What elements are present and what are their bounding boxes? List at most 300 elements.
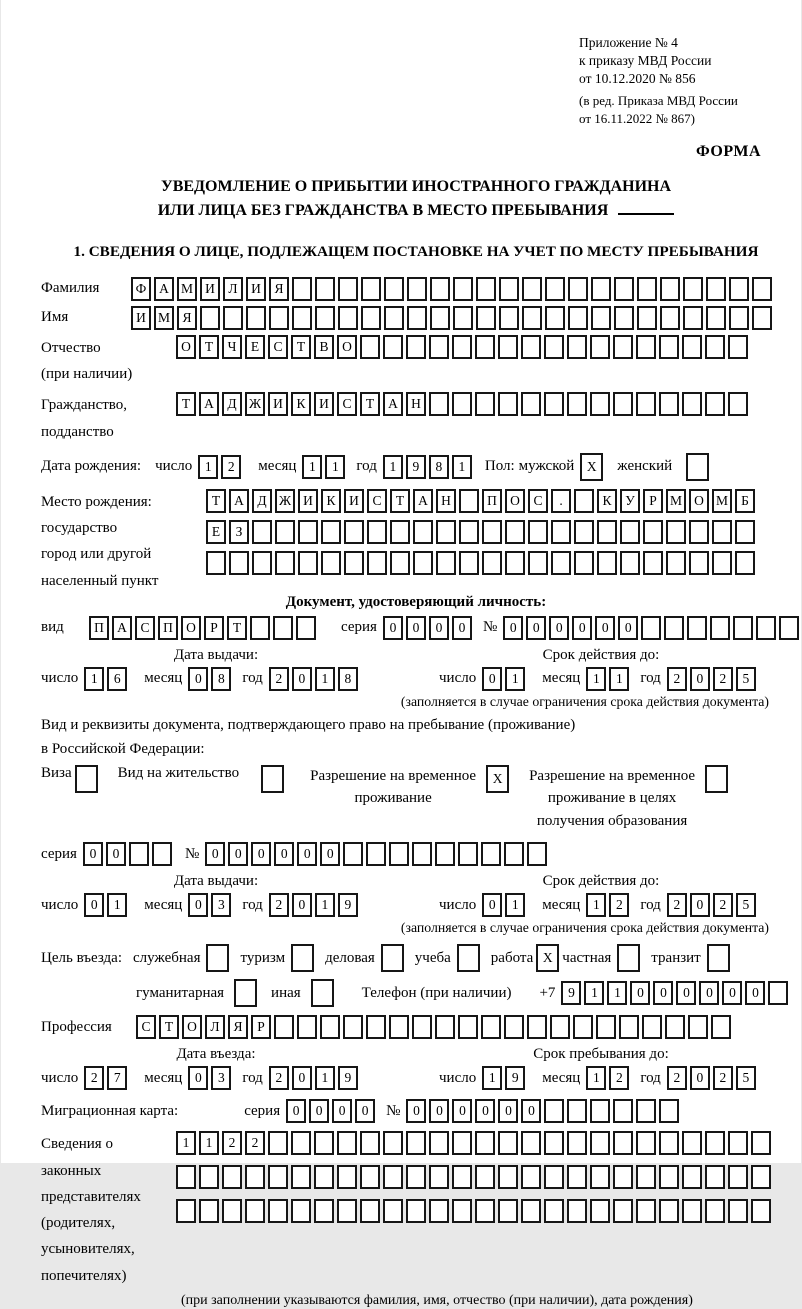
- form-cell[interactable]: [568, 277, 588, 301]
- form-cell[interactable]: У: [620, 489, 640, 513]
- form-cell[interactable]: [596, 1015, 616, 1039]
- form-cell[interactable]: [568, 306, 588, 330]
- form-cell[interactable]: [544, 1131, 564, 1155]
- form-cell[interactable]: 0: [572, 616, 592, 640]
- form-cell[interactable]: 2: [667, 893, 687, 917]
- form-cell[interactable]: [252, 520, 272, 544]
- form-cell[interactable]: Я: [228, 1015, 248, 1039]
- form-cell[interactable]: [613, 1199, 633, 1223]
- form-cell[interactable]: [567, 1099, 587, 1123]
- form-cell[interactable]: 0: [745, 981, 765, 1005]
- form-cell[interactable]: [636, 335, 656, 359]
- form-cell[interactable]: [504, 842, 524, 866]
- form-cell[interactable]: 0: [297, 842, 317, 866]
- form-cell[interactable]: 0: [549, 616, 569, 640]
- form-cell[interactable]: 2: [667, 1066, 687, 1090]
- form-cell[interactable]: [683, 277, 703, 301]
- form-cell[interactable]: 5: [736, 1066, 756, 1090]
- form-cell[interactable]: 2: [222, 1131, 242, 1155]
- form-cell[interactable]: 1: [383, 455, 403, 479]
- form-cell[interactable]: [436, 551, 456, 575]
- form-cell[interactable]: [268, 1199, 288, 1223]
- form-cell[interactable]: [544, 1199, 564, 1223]
- form-cell[interactable]: [390, 551, 410, 575]
- form-cell[interactable]: [452, 1165, 472, 1189]
- form-cell[interactable]: 1: [505, 893, 525, 917]
- form-cell[interactable]: О: [689, 489, 709, 513]
- form-cell[interactable]: [383, 1165, 403, 1189]
- form-cell[interactable]: [291, 1199, 311, 1223]
- form-cell[interactable]: [527, 842, 547, 866]
- form-cell[interactable]: 9: [338, 893, 358, 917]
- form-cell[interactable]: 6: [107, 667, 127, 691]
- form-cell[interactable]: [321, 551, 341, 575]
- purpose-tourism-checkbox[interactable]: [291, 944, 314, 972]
- form-cell[interactable]: [406, 335, 426, 359]
- form-cell[interactable]: 0: [521, 1099, 541, 1123]
- form-cell[interactable]: 0: [251, 842, 271, 866]
- form-cell[interactable]: [574, 551, 594, 575]
- form-cell[interactable]: [314, 1165, 334, 1189]
- form-cell[interactable]: [545, 277, 565, 301]
- form-cell[interactable]: О: [182, 1015, 202, 1039]
- form-cell[interactable]: [613, 1165, 633, 1189]
- form-cell[interactable]: [597, 551, 617, 575]
- form-cell[interactable]: [499, 306, 519, 330]
- form-cell[interactable]: 1: [586, 893, 606, 917]
- form-cell[interactable]: [292, 277, 312, 301]
- form-cell[interactable]: Ф: [131, 277, 151, 301]
- form-cell[interactable]: [222, 1199, 242, 1223]
- form-cell[interactable]: Л: [205, 1015, 225, 1039]
- form-cell[interactable]: [567, 1165, 587, 1189]
- form-cell[interactable]: 0: [188, 667, 208, 691]
- form-cell[interactable]: [291, 1131, 311, 1155]
- form-cell[interactable]: [498, 1199, 518, 1223]
- form-cell[interactable]: Я: [269, 277, 289, 301]
- form-cell[interactable]: [498, 392, 518, 416]
- form-cell[interactable]: Д: [252, 489, 272, 513]
- form-cell[interactable]: А: [229, 489, 249, 513]
- form-cell[interactable]: 0: [618, 616, 638, 640]
- form-cell[interactable]: [498, 1165, 518, 1189]
- form-cell[interactable]: 3: [211, 893, 231, 917]
- form-cell[interactable]: 2: [221, 455, 241, 479]
- form-cell[interactable]: [268, 1131, 288, 1155]
- form-cell[interactable]: [706, 306, 726, 330]
- form-cell[interactable]: [643, 551, 663, 575]
- form-cell[interactable]: 0: [475, 1099, 495, 1123]
- form-cell[interactable]: [499, 277, 519, 301]
- form-cell[interactable]: [459, 489, 479, 513]
- form-cell[interactable]: [751, 1199, 771, 1223]
- form-cell[interactable]: П: [158, 616, 178, 640]
- form-cell[interactable]: [567, 335, 587, 359]
- form-cell[interactable]: [597, 520, 617, 544]
- form-cell[interactable]: 1: [586, 667, 606, 691]
- form-cell[interactable]: Р: [251, 1015, 271, 1039]
- form-cell[interactable]: [574, 489, 594, 513]
- form-cell[interactable]: [453, 306, 473, 330]
- form-cell[interactable]: [481, 842, 501, 866]
- form-cell[interactable]: [481, 1015, 501, 1039]
- form-cell[interactable]: [291, 1165, 311, 1189]
- form-cell[interactable]: [452, 335, 472, 359]
- form-cell[interactable]: З: [229, 520, 249, 544]
- form-cell[interactable]: [636, 392, 656, 416]
- form-cell[interactable]: [590, 1199, 610, 1223]
- form-cell[interactable]: Т: [159, 1015, 179, 1039]
- form-cell[interactable]: [343, 842, 363, 866]
- form-cell[interactable]: Т: [199, 335, 219, 359]
- form-cell[interactable]: [733, 616, 753, 640]
- form-cell[interactable]: [613, 1131, 633, 1155]
- form-cell[interactable]: [590, 392, 610, 416]
- form-cell[interactable]: [297, 1015, 317, 1039]
- form-cell[interactable]: Ч: [222, 335, 242, 359]
- form-cell[interactable]: [505, 520, 525, 544]
- form-cell[interactable]: Д: [222, 392, 242, 416]
- form-cell[interactable]: 0: [653, 981, 673, 1005]
- form-cell[interactable]: 1: [198, 455, 218, 479]
- form-cell[interactable]: 8: [338, 667, 358, 691]
- form-cell[interactable]: [688, 1015, 708, 1039]
- form-cell[interactable]: 2: [713, 1066, 733, 1090]
- form-cell[interactable]: И: [246, 277, 266, 301]
- form-cell[interactable]: М: [666, 489, 686, 513]
- form-cell[interactable]: 0: [274, 842, 294, 866]
- form-cell[interactable]: И: [344, 489, 364, 513]
- form-cell[interactable]: 0: [292, 1066, 312, 1090]
- form-cell[interactable]: [590, 1131, 610, 1155]
- form-cell[interactable]: [711, 1015, 731, 1039]
- form-cell[interactable]: [200, 306, 220, 330]
- form-cell[interactable]: [544, 1165, 564, 1189]
- form-cell[interactable]: [567, 392, 587, 416]
- form-cell[interactable]: [545, 306, 565, 330]
- form-cell[interactable]: [710, 616, 730, 640]
- form-cell[interactable]: Е: [206, 520, 226, 544]
- form-cell[interactable]: [620, 520, 640, 544]
- form-cell[interactable]: [406, 1199, 426, 1223]
- form-cell[interactable]: [337, 1131, 357, 1155]
- form-cell[interactable]: [366, 1015, 386, 1039]
- form-cell[interactable]: [152, 842, 172, 866]
- form-cell[interactable]: 0: [205, 842, 225, 866]
- form-cell[interactable]: 0: [690, 1066, 710, 1090]
- form-cell[interactable]: И: [298, 489, 318, 513]
- form-cell[interactable]: [475, 392, 495, 416]
- form-cell[interactable]: 0: [106, 842, 126, 866]
- form-cell[interactable]: [729, 277, 749, 301]
- form-cell[interactable]: [476, 277, 496, 301]
- form-cell[interactable]: А: [112, 616, 132, 640]
- form-cell[interactable]: [705, 335, 725, 359]
- form-cell[interactable]: [250, 616, 270, 640]
- form-cell[interactable]: [706, 277, 726, 301]
- form-cell[interactable]: [682, 1131, 702, 1155]
- form-cell[interactable]: 5: [736, 667, 756, 691]
- form-cell[interactable]: [475, 335, 495, 359]
- purpose-official-checkbox[interactable]: [206, 944, 229, 972]
- form-cell[interactable]: [522, 306, 542, 330]
- form-cell[interactable]: 0: [482, 667, 502, 691]
- form-cell[interactable]: [430, 306, 450, 330]
- form-cell[interactable]: [636, 1131, 656, 1155]
- form-cell[interactable]: 2: [667, 667, 687, 691]
- form-cell[interactable]: С: [136, 1015, 156, 1039]
- form-cell[interactable]: [292, 306, 312, 330]
- form-cell[interactable]: [591, 306, 611, 330]
- form-cell[interactable]: [429, 392, 449, 416]
- form-cell[interactable]: [728, 1199, 748, 1223]
- form-cell[interactable]: К: [597, 489, 617, 513]
- form-cell[interactable]: 0: [188, 1066, 208, 1090]
- form-cell[interactable]: Ж: [245, 392, 265, 416]
- form-cell[interactable]: [229, 551, 249, 575]
- form-cell[interactable]: 0: [690, 893, 710, 917]
- form-cell[interactable]: [344, 551, 364, 575]
- form-cell[interactable]: [199, 1165, 219, 1189]
- form-cell[interactable]: 0: [84, 893, 104, 917]
- form-cell[interactable]: [591, 277, 611, 301]
- form-cell[interactable]: [321, 520, 341, 544]
- purpose-work-checkbox[interactable]: X: [536, 944, 559, 972]
- form-cell[interactable]: 7: [107, 1066, 127, 1090]
- form-cell[interactable]: [521, 335, 541, 359]
- form-cell[interactable]: И: [131, 306, 151, 330]
- form-cell[interactable]: [274, 1015, 294, 1039]
- form-cell[interactable]: 0: [286, 1099, 306, 1123]
- form-cell[interactable]: [343, 1015, 363, 1039]
- form-cell[interactable]: 2: [269, 893, 289, 917]
- form-cell[interactable]: [482, 520, 502, 544]
- form-cell[interactable]: 0: [406, 616, 426, 640]
- form-cell[interactable]: [458, 842, 478, 866]
- form-cell[interactable]: Ж: [275, 489, 295, 513]
- form-cell[interactable]: О: [337, 335, 357, 359]
- form-cell[interactable]: 1: [586, 1066, 606, 1090]
- form-cell[interactable]: [551, 520, 571, 544]
- form-cell[interactable]: [429, 1165, 449, 1189]
- form-cell[interactable]: [383, 1131, 403, 1155]
- form-cell[interactable]: Я: [177, 306, 197, 330]
- form-cell[interactable]: И: [314, 392, 334, 416]
- form-cell[interactable]: [129, 842, 149, 866]
- form-cell[interactable]: Т: [176, 392, 196, 416]
- form-cell[interactable]: Т: [360, 392, 380, 416]
- form-cell[interactable]: О: [181, 616, 201, 640]
- form-cell[interactable]: 5: [736, 893, 756, 917]
- form-cell[interactable]: [705, 1165, 725, 1189]
- form-cell[interactable]: [705, 392, 725, 416]
- form-cell[interactable]: [687, 616, 707, 640]
- form-cell[interactable]: [452, 1131, 472, 1155]
- form-cell[interactable]: [315, 306, 335, 330]
- form-cell[interactable]: [413, 520, 433, 544]
- form-cell[interactable]: С: [268, 335, 288, 359]
- form-cell[interactable]: [384, 277, 404, 301]
- form-cell[interactable]: [544, 335, 564, 359]
- form-cell[interactable]: [682, 392, 702, 416]
- sex-male-checkbox[interactable]: X: [580, 453, 603, 481]
- form-cell[interactable]: [475, 1165, 495, 1189]
- form-cell[interactable]: С: [528, 489, 548, 513]
- form-cell[interactable]: [659, 1199, 679, 1223]
- form-cell[interactable]: [435, 1015, 455, 1039]
- form-cell[interactable]: 8: [429, 455, 449, 479]
- form-cell[interactable]: 0: [320, 842, 340, 866]
- form-cell[interactable]: [619, 1015, 639, 1039]
- form-cell[interactable]: А: [199, 392, 219, 416]
- form-cell[interactable]: 1: [452, 455, 472, 479]
- form-cell[interactable]: [246, 306, 266, 330]
- form-cell[interactable]: 2: [713, 893, 733, 917]
- form-cell[interactable]: [613, 335, 633, 359]
- form-cell[interactable]: [337, 1165, 357, 1189]
- form-cell[interactable]: О: [505, 489, 525, 513]
- form-cell[interactable]: [756, 616, 776, 640]
- form-cell[interactable]: [642, 1015, 662, 1039]
- form-cell[interactable]: [476, 306, 496, 330]
- form-cell[interactable]: [482, 551, 502, 575]
- form-cell[interactable]: Н: [436, 489, 456, 513]
- form-cell[interactable]: 3: [211, 1066, 231, 1090]
- form-cell[interactable]: 0: [503, 616, 523, 640]
- form-cell[interactable]: 0: [452, 1099, 472, 1123]
- form-cell[interactable]: Б: [735, 489, 755, 513]
- form-cell[interactable]: [360, 1131, 380, 1155]
- form-cell[interactable]: Р: [643, 489, 663, 513]
- form-cell[interactable]: [176, 1199, 196, 1223]
- form-cell[interactable]: [613, 1099, 633, 1123]
- visa-checkbox[interactable]: [75, 765, 98, 793]
- form-cell[interactable]: [296, 616, 316, 640]
- form-cell[interactable]: П: [89, 616, 109, 640]
- form-cell[interactable]: [273, 616, 293, 640]
- form-cell[interactable]: [620, 551, 640, 575]
- form-cell[interactable]: [751, 1165, 771, 1189]
- purpose-humanitarian-checkbox[interactable]: [234, 979, 257, 1007]
- form-cell[interactable]: [728, 392, 748, 416]
- purpose-other-checkbox[interactable]: [311, 979, 334, 1007]
- form-cell[interactable]: [361, 277, 381, 301]
- purpose-transit-checkbox[interactable]: [707, 944, 730, 972]
- form-cell[interactable]: [659, 335, 679, 359]
- form-cell[interactable]: [779, 616, 799, 640]
- form-cell[interactable]: [689, 551, 709, 575]
- form-cell[interactable]: А: [413, 489, 433, 513]
- form-cell[interactable]: [527, 1015, 547, 1039]
- form-cell[interactable]: [298, 551, 318, 575]
- form-cell[interactable]: 8: [211, 667, 231, 691]
- form-cell[interactable]: [452, 1199, 472, 1223]
- form-cell[interactable]: [275, 520, 295, 544]
- form-cell[interactable]: 1: [482, 1066, 502, 1090]
- form-cell[interactable]: [521, 1131, 541, 1155]
- form-cell[interactable]: [521, 1199, 541, 1223]
- sex-female-checkbox[interactable]: [686, 453, 709, 481]
- form-cell[interactable]: [573, 1015, 593, 1039]
- form-cell[interactable]: [360, 335, 380, 359]
- form-cell[interactable]: [567, 1131, 587, 1155]
- form-cell[interactable]: 2: [245, 1131, 265, 1155]
- form-cell[interactable]: [412, 842, 432, 866]
- form-cell[interactable]: [412, 1015, 432, 1039]
- form-cell[interactable]: 9: [561, 981, 581, 1005]
- form-cell[interactable]: 0: [722, 981, 742, 1005]
- form-cell[interactable]: 0: [188, 893, 208, 917]
- form-cell[interactable]: 0: [292, 667, 312, 691]
- form-cell[interactable]: 1: [315, 893, 335, 917]
- form-cell[interactable]: М: [712, 489, 732, 513]
- form-cell[interactable]: [320, 1015, 340, 1039]
- form-cell[interactable]: [429, 335, 449, 359]
- form-cell[interactable]: [223, 306, 243, 330]
- form-cell[interactable]: 0: [429, 616, 449, 640]
- form-cell[interactable]: [275, 551, 295, 575]
- form-cell[interactable]: Н: [406, 392, 426, 416]
- form-cell[interactable]: [498, 1131, 518, 1155]
- form-cell[interactable]: 0: [526, 616, 546, 640]
- form-cell[interactable]: [682, 335, 702, 359]
- form-cell[interactable]: 0: [429, 1099, 449, 1123]
- form-cell[interactable]: [522, 277, 542, 301]
- purpose-study-checkbox[interactable]: [457, 944, 480, 972]
- form-cell[interactable]: [752, 277, 772, 301]
- form-cell[interactable]: 9: [338, 1066, 358, 1090]
- form-cell[interactable]: [637, 277, 657, 301]
- form-cell[interactable]: 0: [309, 1099, 329, 1123]
- form-cell[interactable]: 1: [315, 1066, 335, 1090]
- form-cell[interactable]: [344, 520, 364, 544]
- form-cell[interactable]: [366, 842, 386, 866]
- form-cell[interactable]: [314, 1131, 334, 1155]
- form-cell[interactable]: [176, 1165, 196, 1189]
- form-cell[interactable]: 0: [383, 616, 403, 640]
- form-cell[interactable]: Т: [227, 616, 247, 640]
- form-cell[interactable]: 2: [269, 1066, 289, 1090]
- form-cell[interactable]: А: [383, 392, 403, 416]
- form-cell[interactable]: [728, 1165, 748, 1189]
- form-cell[interactable]: [636, 1165, 656, 1189]
- form-cell[interactable]: 0: [482, 893, 502, 917]
- form-cell[interactable]: С: [135, 616, 155, 640]
- form-cell[interactable]: [528, 551, 548, 575]
- form-cell[interactable]: [389, 1015, 409, 1039]
- form-cell[interactable]: [660, 306, 680, 330]
- form-cell[interactable]: [544, 1099, 564, 1123]
- form-cell[interactable]: 2: [84, 1066, 104, 1090]
- form-cell[interactable]: 0: [292, 893, 312, 917]
- form-cell[interactable]: [660, 277, 680, 301]
- form-cell[interactable]: И: [200, 277, 220, 301]
- form-cell[interactable]: [413, 551, 433, 575]
- form-cell[interactable]: А: [154, 277, 174, 301]
- form-cell[interactable]: [458, 1015, 478, 1039]
- form-cell[interactable]: [338, 306, 358, 330]
- form-cell[interactable]: 0: [498, 1099, 518, 1123]
- form-cell[interactable]: [666, 520, 686, 544]
- form-cell[interactable]: [383, 1199, 403, 1223]
- form-cell[interactable]: [636, 1199, 656, 1223]
- form-cell[interactable]: 1: [84, 667, 104, 691]
- form-cell[interactable]: И: [268, 392, 288, 416]
- form-cell[interactable]: [475, 1199, 495, 1223]
- form-cell[interactable]: [659, 1099, 679, 1123]
- form-cell[interactable]: [435, 842, 455, 866]
- form-cell[interactable]: [712, 551, 732, 575]
